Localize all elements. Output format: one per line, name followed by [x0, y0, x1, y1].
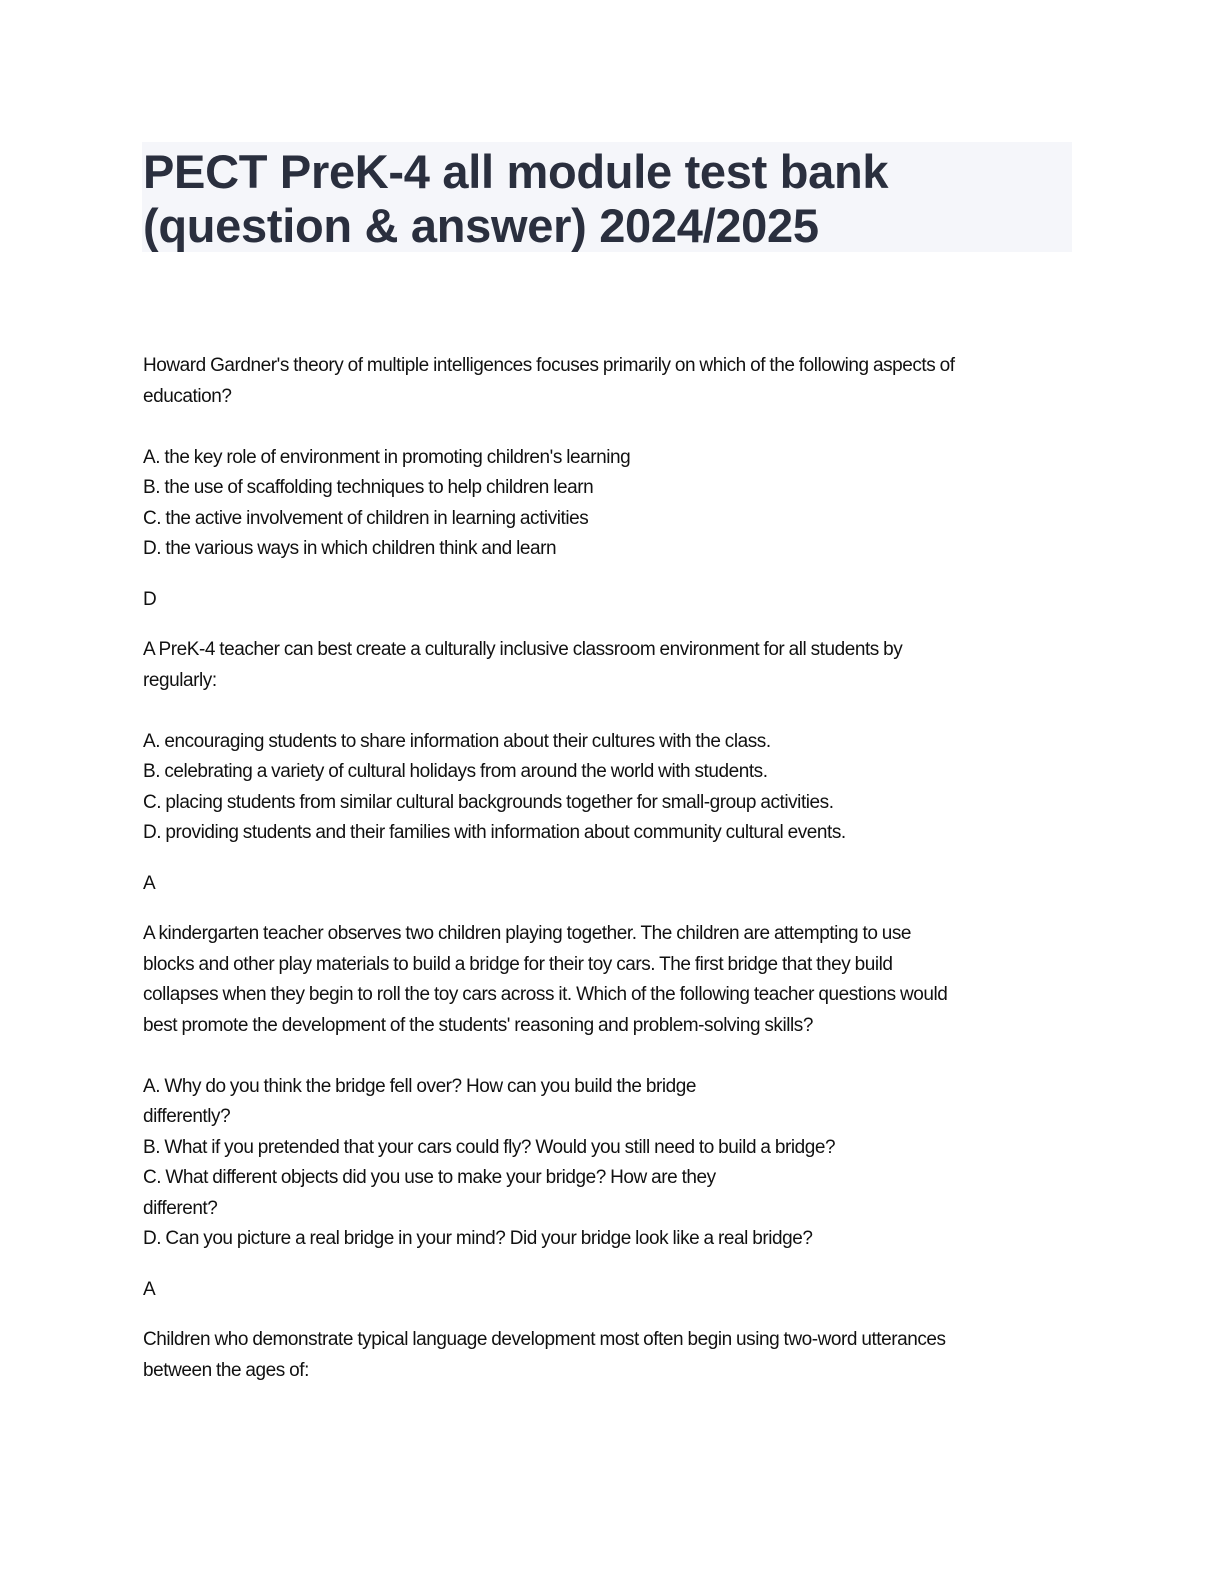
question-stem-line: Howard Gardner's theory of multiple intelligences focuses primarily on which of the following aspects of: [143, 355, 955, 376]
answer-option-a: A. encouraging students to share information about their cultures with the class.: [143, 730, 771, 752]
answer-option-c: C. What different objects did you use to make your bridge? How are they: [143, 1167, 716, 1188]
question-stem-line: A PreK-4 teacher can best create a culturally inclusive classroom environment for all students by: [143, 639, 903, 660]
title-banner: [142, 142, 1072, 252]
title-line-1: PECT PreK-4 all module test bank: [143, 145, 889, 198]
question-stem-line: collapses when they begin to roll the toy cars across it. Which of the following teacher questions would: [143, 984, 948, 1005]
title-line-2: (question & answer) 2024/2025: [143, 199, 819, 252]
question-stem-line: education?: [143, 385, 232, 407]
answer-option-b: B. celebrating a variety of cultural holidays from around the world with students.: [143, 761, 768, 782]
question-stem-line: between the ages of:: [143, 1359, 309, 1381]
question-list: [143, 351, 1078, 1386]
question-stem-line: A kindergarten teacher observes two children playing together. The children are attempting to use: [143, 923, 912, 944]
answer-option-a: A. the key role of environment in promoting children's learning: [143, 446, 631, 468]
answer-option-d: D. providing students and their families with information about community cultural events.: [143, 822, 846, 843]
answer-option-a-continued: differently?: [143, 1106, 231, 1127]
question-1: [143, 351, 1078, 635]
answer-option-d: D. the various ways in which children think and learn: [143, 538, 557, 559]
correct-answer: A: [143, 872, 156, 894]
answer-option-c: C. the active involvement of children in learning activities: [143, 507, 589, 529]
question-stem-line: Children who demonstrate typical language development most often begin using two-word utterances: [143, 1329, 946, 1350]
answer-option-c-continued: different?: [143, 1197, 218, 1219]
question-2: [143, 635, 1078, 919]
document-title: [142, 142, 1072, 253]
question-4: [143, 1325, 1078, 1386]
question-stem-line: regularly:: [143, 669, 217, 691]
question-3: [143, 919, 1078, 1325]
answer-option-d: D. Can you picture a real bridge in your mind? Did your bridge look like a real bridge?: [143, 1228, 813, 1249]
answer-option-a: A. Why do you think the bridge fell over? How can you build the bridge: [143, 1075, 696, 1097]
question-stem-line: blocks and other play materials to build a bridge for their toy cars. The first bridge that they build: [143, 953, 893, 975]
answer-option-c: C. placing students from similar cultural backgrounds together for small-group activities.: [143, 791, 834, 813]
answer-option-b: B. the use of scaffolding techniques to help children learn: [143, 477, 594, 498]
correct-answer: D: [143, 588, 157, 610]
correct-answer: A: [143, 1278, 156, 1300]
answer-option-b: B. What if you pretended that your cars could fly? Would you still need to build a bridge?: [143, 1136, 836, 1158]
question-stem-line: best promote the development of the students' reasoning and problem-solving skills?: [143, 1014, 813, 1036]
